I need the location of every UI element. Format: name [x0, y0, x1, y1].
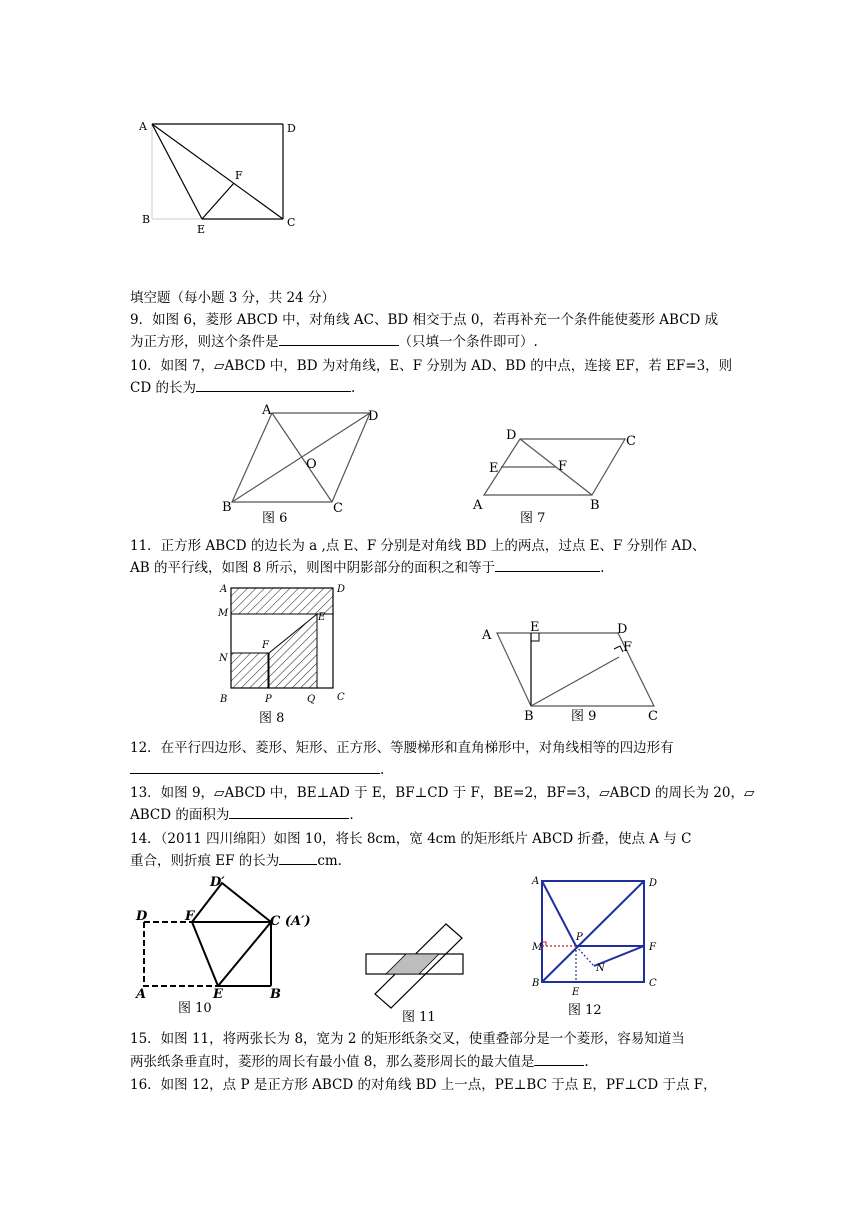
q10-line1: 10．如图 7，▱ABCD 中，BD 为对角线，E、F 分别为 AD、BD 的中点，连接 EF，若 EF=3，则	[130, 358, 733, 374]
q10-text-b: .	[350, 380, 356, 396]
fig9-label-f: F	[623, 640, 633, 655]
figure-12-square-diagonal	[528, 870, 668, 1020]
q11-line2	[130, 558, 730, 578]
fig12-label-a: A	[532, 876, 540, 887]
q10-text-a: CD 的长为	[130, 380, 196, 396]
fig8-label-e: E	[318, 612, 326, 623]
fig8-label-a: A	[220, 584, 228, 595]
q9-line2	[130, 332, 730, 352]
q12-answer-blank[interactable]	[130, 760, 380, 774]
q13-line1: 13．如图 9，▱ABCD 中，BE⊥AD 于 E，BF⊥CD 于 F，BE=2，BF=3，▱ABCD 的周长为 20，▱	[130, 785, 755, 801]
fig6-label-d: D	[368, 409, 379, 424]
fig12-label-c: C	[649, 978, 657, 989]
q11-text-b: .	[600, 560, 605, 576]
fig12-label-d: D	[649, 878, 658, 889]
q13-line2	[130, 805, 730, 825]
fig8-label-b: B	[220, 694, 228, 705]
q16-line1: 16．如图 12，点 P 是正方形 ABCD 的对角线 BD 上一点，PE⊥BC 于点 E，PF⊥CD 于点 F，	[130, 1077, 717, 1093]
q14-line1: 14．（2011 四川绵阳）如图 10，将长 8cm，宽 4cm 的矩形纸片 ABCD 折叠，使点 A 与 C	[130, 831, 692, 847]
fig7-label-b: B	[590, 498, 600, 513]
q14-line2	[130, 851, 730, 871]
figure-7-parallelogram	[470, 425, 650, 525]
figure-10-folded-rectangle	[130, 870, 315, 1018]
figure-11-crossed-strips	[360, 915, 475, 1025]
q9-answer-blank[interactable]	[279, 332, 399, 346]
fig7-label-f: F	[558, 459, 568, 474]
label-f: F	[235, 169, 243, 182]
fig10-caption: 图 10	[178, 1001, 212, 1016]
q12-line1: 12．在平行四边形、菱形、矩形、正方形、等腰梯形和直角梯形中，对角线相等的四边形有	[130, 740, 674, 756]
q12-line2	[130, 760, 730, 780]
fig7-label-c: C	[626, 434, 636, 449]
q12-text-end: .	[380, 762, 385, 778]
fig9-label-e: E	[530, 620, 540, 635]
figure-9-parallelogram	[478, 615, 678, 725]
fig8-label-d: D	[337, 584, 346, 595]
q9-line1: 9．如图 6，菱形 ABCD 中，对角线 AC、BD 相交于点 0，若再补充一个条件能使菱形 ABCD 成	[130, 312, 719, 328]
label-e: E	[197, 223, 206, 236]
label-b: B	[142, 213, 151, 226]
q14-text-b: cm.	[317, 853, 342, 869]
q14-answer-blank[interactable]	[279, 851, 317, 865]
fig10-label-b: B	[270, 987, 281, 1002]
label-a: A	[139, 120, 147, 133]
fig9-label-c: C	[648, 709, 658, 724]
fig8-label-f: F	[262, 640, 269, 651]
label-d: D	[287, 122, 296, 135]
q9-text-a: 为正方形，则这个条件是	[130, 334, 279, 350]
figure-6-rhombus	[215, 400, 385, 525]
figure-top-square	[130, 115, 310, 240]
fig12-label-b: B	[532, 978, 540, 989]
fig7-label-e: E	[489, 461, 499, 476]
fig6-caption: 图 6	[262, 511, 288, 526]
fig12-label-m: M	[532, 942, 543, 953]
fig12-label-p: P	[576, 932, 583, 943]
fig12-label-f: F	[649, 942, 656, 953]
q15-answer-blank[interactable]	[534, 1052, 584, 1066]
q15-line1: 15．如图 11，将两张长为 8，宽为 2 的矩形纸条交叉，使重叠部分是一个菱形，容易知道当	[130, 1031, 685, 1047]
q13-text-a: ABCD 的面积为	[130, 807, 230, 823]
q14-text-a: 重合，则折痕 EF 的长为	[130, 853, 280, 869]
fig12-caption: 图 12	[568, 1003, 602, 1018]
fig8-label-n: N	[219, 653, 228, 664]
fig7-label-a: A	[473, 498, 483, 513]
q15-text-a: 两张纸条垂直时，菱形的周长有最小值 8，那么菱形周长的最大值是	[130, 1054, 535, 1070]
q15-text-b: .	[584, 1054, 589, 1070]
label-c: C	[287, 216, 296, 229]
fig7-label-d: D	[506, 428, 517, 443]
fig9-caption: 图 9	[571, 709, 597, 724]
q11-answer-blank[interactable]	[495, 558, 600, 572]
q9-text-b: （只填一个条件即可）.	[398, 334, 538, 350]
fig8-label-q: Q	[307, 694, 316, 705]
fig6-label-c: C	[333, 501, 343, 516]
fig9-label-b: B	[524, 709, 534, 724]
fig11-caption: 图 11	[402, 1010, 436, 1025]
fig8-label-c: C	[337, 692, 345, 703]
fig12-label-n: N	[596, 963, 605, 974]
fig10-label-d: D	[136, 909, 148, 924]
fig8-caption: 图 8	[259, 711, 285, 726]
fig10-label-d-prime: D′	[210, 875, 225, 890]
fig9-label-d: D	[617, 622, 628, 637]
fig9-label-a: A	[482, 628, 492, 643]
section-title: 填空题（每小题 3 分，共 24 分）	[130, 290, 335, 306]
q10-answer-blank[interactable]	[196, 378, 351, 392]
fig10-label-f: F	[185, 909, 195, 924]
fig6-label-b: B	[222, 500, 232, 515]
q13-answer-blank[interactable]	[229, 805, 349, 819]
q15-line2	[130, 1052, 730, 1072]
fig10-label-e: E	[213, 987, 223, 1002]
fig7-caption: 图 7	[520, 511, 546, 526]
q10-line2	[130, 378, 730, 398]
q13-text-b: .	[349, 807, 354, 823]
figure-8-shaded-square	[215, 578, 365, 726]
fig10-label-a: A	[136, 987, 147, 1002]
fig6-label-o: O	[306, 457, 317, 472]
fig8-label-m: M	[218, 608, 229, 619]
fig10-label-c: C (A′)	[270, 914, 311, 929]
fig8-label-p: P	[265, 694, 272, 705]
fig6-label-a: A	[262, 403, 272, 418]
fig12-label-e: E	[572, 987, 580, 998]
q11-line1: 11．正方形 ABCD 的边长为 a ,点 E、F 分别是对角线 BD 上的两点，过点 E、F 分别作 AD、	[130, 538, 706, 554]
q11-text-a: AB 的平行线，如图 8 所示，则图中阴影部分的面积之和等于	[130, 560, 496, 576]
